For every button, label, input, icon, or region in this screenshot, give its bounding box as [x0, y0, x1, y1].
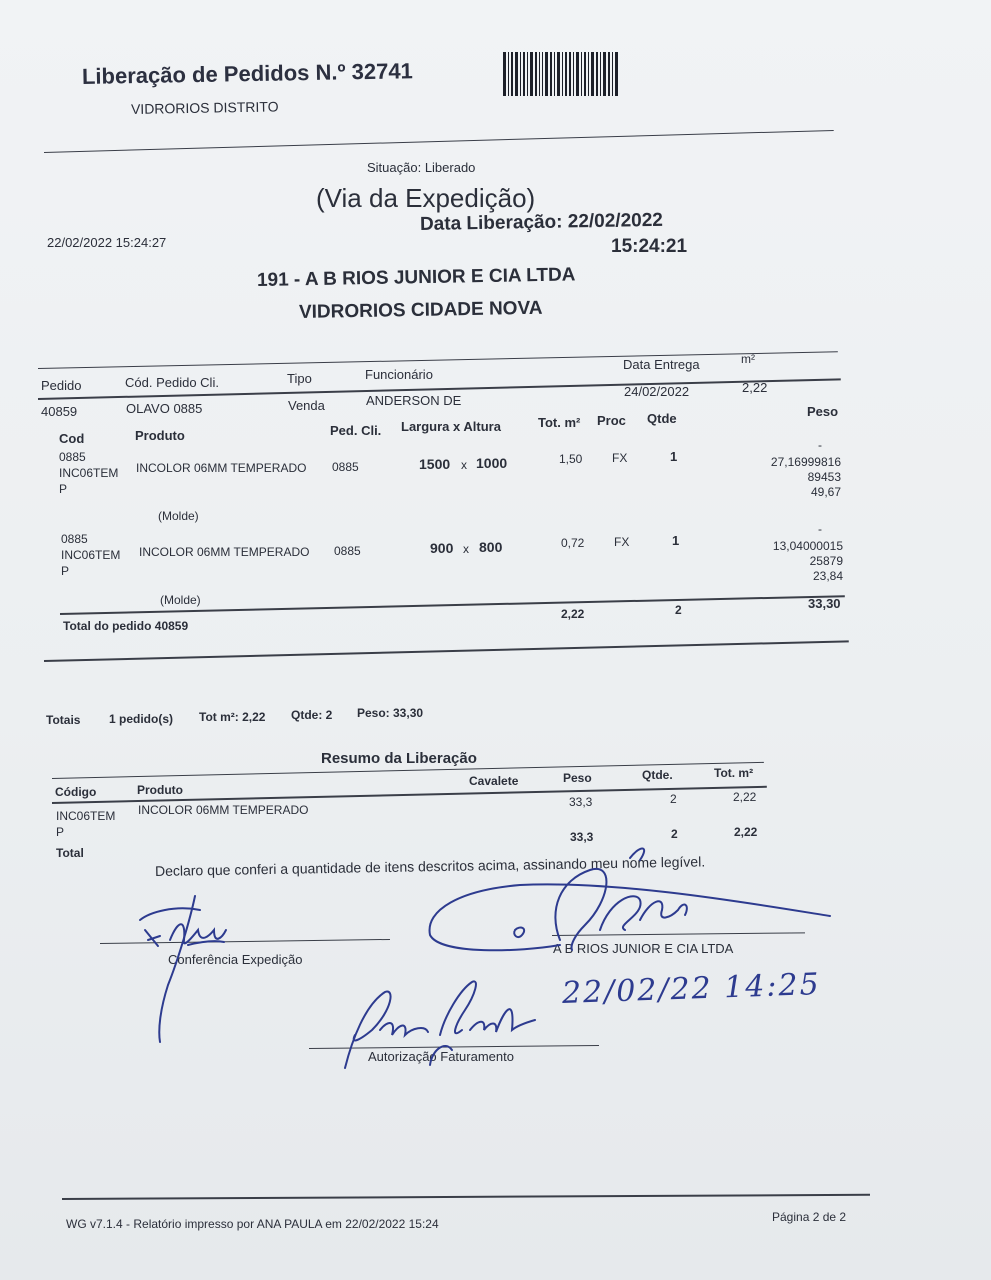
item-cod-line1: 0885 — [59, 450, 86, 464]
order-total-qtde: 2 — [675, 603, 682, 617]
item-cod-line1: 0885 — [61, 532, 88, 546]
item-peso-line2: 89453 — [807, 470, 841, 484]
client-signature-label: A B RIOS JUNIOR E CIA LTDA — [553, 941, 734, 956]
totals-label: Totais — [46, 713, 81, 727]
item-largura: 900 — [430, 540, 454, 556]
autorizacao-label: Autorização Faturamento — [368, 1049, 514, 1064]
col-m2-label: m² — [741, 352, 755, 366]
summary-codigo-line1: INC06TEM — [56, 809, 116, 823]
col-data-entrega-label: Data Entrega — [623, 357, 700, 372]
order-funcionario-value: ANDERSON DE — [366, 393, 462, 408]
footer-page-number: Página 2 de 2 — [772, 1210, 847, 1224]
order-tipo-value: Venda — [288, 398, 325, 413]
item-tot-m2: 1,50 — [559, 452, 583, 466]
summary-qtde: 2 — [670, 792, 677, 806]
item-ped-cli: 0885 — [332, 460, 359, 474]
item-produto: INCOLOR 06MM TEMPERADO — [136, 461, 307, 475]
summary-col-peso: Peso — [563, 771, 592, 785]
order-pedido-value: 40859 — [41, 404, 78, 419]
items-col-qtde: Qtde — [647, 411, 677, 426]
item-peso-line1: 13,04000015 — [772, 539, 843, 553]
order-m2-value: 2,22 — [742, 380, 768, 395]
printed-datetime: 22/02/2022 15:24:27 — [47, 235, 167, 250]
item-peso-line1: 27,16999816 — [770, 455, 841, 469]
item-peso-dash: - — [818, 438, 822, 452]
summary-total-label: Total — [56, 846, 84, 860]
item-proc: FX — [612, 451, 628, 465]
item-x: x — [463, 542, 469, 556]
item-x: x — [461, 458, 467, 472]
items-col-ped-cli: Ped. Cli. — [330, 423, 382, 438]
item-molde: (Molde) — [158, 509, 199, 523]
summary-peso: 33,3 — [569, 795, 593, 809]
items-col-cod: Cod — [59, 431, 85, 446]
col-pedido-label: Pedido — [41, 378, 82, 393]
summary-produto: INCOLOR 06MM TEMPERADO — [138, 803, 309, 817]
item-cod-line2: INC06TEM — [61, 548, 121, 562]
company-name: VIDRORIOS DISTRITO — [130, 98, 279, 117]
client-branch: VIDRORIOS CIDADE NOVA — [298, 297, 543, 323]
item-peso-line2: 25879 — [809, 554, 843, 568]
order-cod-cli-value: OLAVO 0885 — [126, 401, 203, 416]
col-tipo-label: Tipo — [287, 371, 312, 386]
summary-title: Resumo da Liberação — [321, 750, 477, 767]
item-qtde: 1 — [672, 533, 680, 548]
item-proc: FX — [614, 535, 630, 549]
copy-label: (Via da Expedição) — [316, 183, 536, 213]
items-col-largura-altura: Largura x Altura — [401, 419, 501, 434]
item-peso-line3: 23,84 — [812, 569, 843, 583]
summary-col-qtde: Qtde. — [642, 768, 673, 782]
item-cod-line2: INC06TEM — [59, 466, 119, 480]
totals-qtde: Qtde: 2 — [291, 708, 333, 722]
order-total-peso: 33,30 — [808, 596, 841, 611]
summary-total-tot-m2: 2,22 — [734, 825, 758, 839]
totals-peso: Peso: 33,30 — [357, 706, 424, 720]
summary-codigo-line2: P — [56, 825, 65, 839]
summary-col-produto: Produto — [137, 783, 183, 797]
order-total-label: Total do pedido 40859 — [63, 619, 189, 633]
order-total-m2: 2,22 — [561, 607, 585, 621]
col-funcionario-label: Funcionário — [365, 367, 433, 382]
item-largura: 1500 — [419, 456, 451, 472]
footer-report-info: WG v7.1.4 - Relatório impresso por ANA PAULA em 22/02/2022 15:24 — [66, 1217, 439, 1231]
order-data-entrega-value: 24/02/2022 — [624, 384, 690, 399]
summary-col-codigo: Código — [55, 785, 97, 799]
items-col-peso: Peso — [807, 404, 839, 419]
item-altura: 1000 — [476, 455, 508, 471]
summary-col-tot-m2: Tot. m² — [714, 766, 754, 780]
summary-col-cavalete: Cavalete — [469, 774, 519, 788]
item-cod-line3: P — [61, 564, 70, 578]
totals-tot-m2: Tot m²: 2,22 — [199, 710, 266, 724]
client-name: 191 - A B RIOS JUNIOR E CIA LTDA — [256, 264, 576, 291]
items-col-produto: Produto — [135, 428, 185, 443]
handwritten-date: 22/02/22 14:25 — [561, 966, 822, 1011]
document-title: Liberação de Pedidos N.º 32741 — [81, 58, 414, 89]
item-altura: 800 — [479, 539, 503, 555]
summary-total-peso: 33,3 — [570, 830, 594, 844]
conferencia-label: Conferência Expedição — [168, 952, 303, 967]
summary-total-qtde: 2 — [671, 827, 678, 841]
declaration-text: Declaro que conferi a quantidade de itens descritos acima, assinando meu nome legível. — [154, 853, 706, 879]
item-tot-m2: 0,72 — [561, 536, 585, 550]
item-produto: INCOLOR 06MM TEMPERADO — [139, 545, 310, 559]
items-col-tot-m2: Tot. m² — [538, 415, 581, 430]
summary-tot-m2: 2,22 — [733, 790, 757, 804]
items-col-proc: Proc — [597, 413, 626, 428]
col-cod-pedido-cli-label: Cód. Pedido Cli. — [125, 375, 219, 390]
item-peso-line3: 49,67 — [810, 485, 841, 499]
situation-text: Situação: Liberado — [367, 160, 476, 175]
release-date: Data Liberação: 22/02/2022 — [419, 209, 664, 235]
item-qtde: 1 — [670, 449, 678, 464]
item-cod-line3: P — [59, 482, 68, 496]
release-time: 15:24:21 — [611, 236, 688, 257]
item-peso-dash: - — [818, 522, 822, 536]
totals-pedidos: 1 pedido(s) — [109, 712, 174, 726]
item-ped-cli: 0885 — [334, 544, 361, 558]
item-molde: (Molde) — [160, 593, 201, 607]
